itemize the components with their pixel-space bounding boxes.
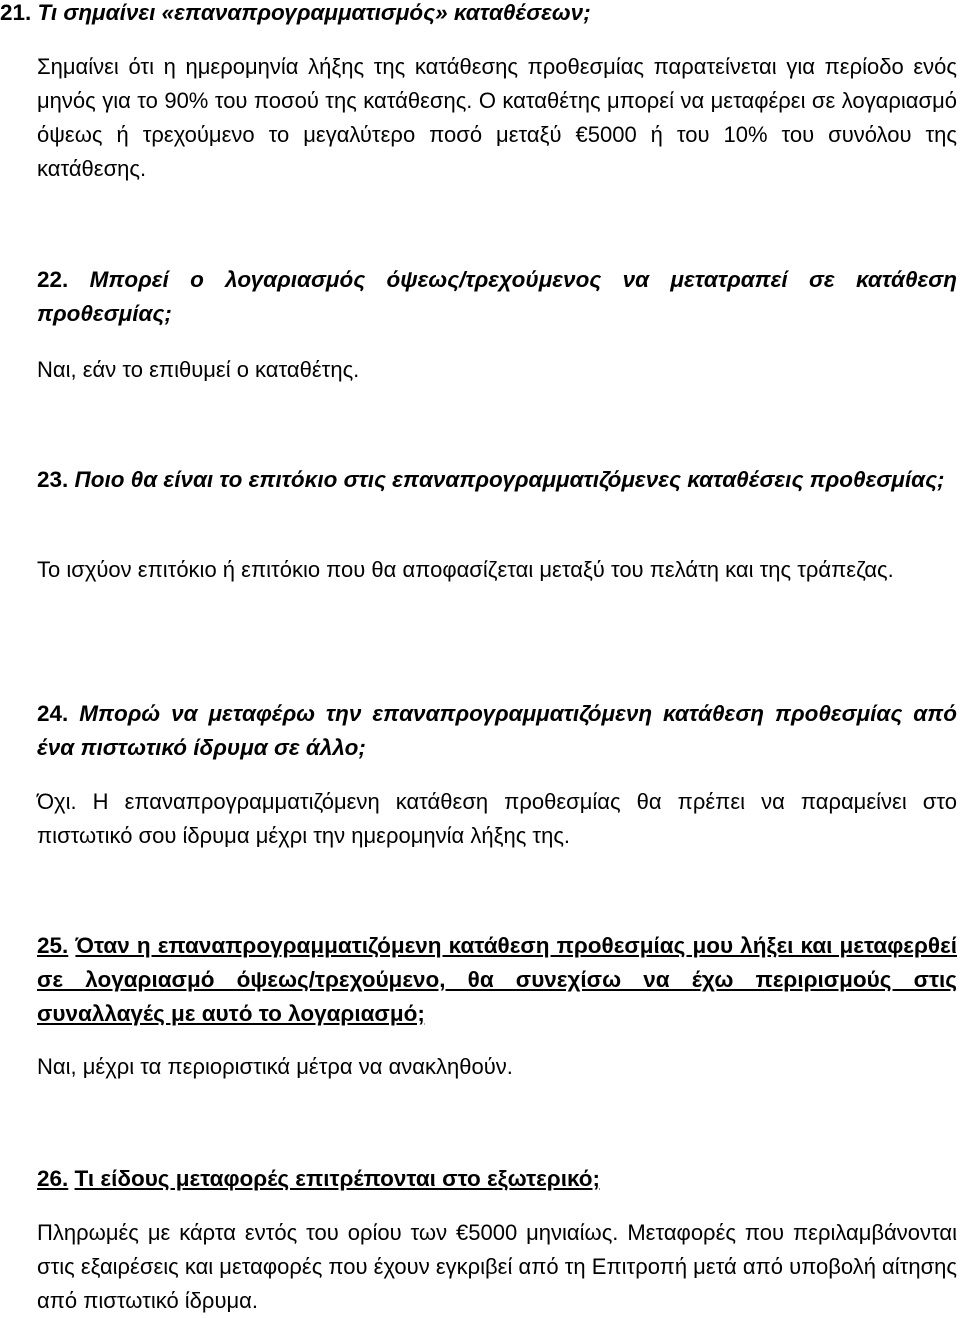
question-text: Μπορώ να μεταφέρω την επαναπρογραμματιζόμενη κατάθεση προθεσμίας από ένα πιστωτικό ίδρυμα σε άλλο; bbox=[37, 701, 957, 760]
faq-question-23 bbox=[37, 463, 957, 497]
faq-question-25 bbox=[37, 929, 957, 1031]
faq-answer-26: Πληρωμές με κάρτα εντός του ορίου των €5000 μηνιαίως. Μεταφορές που περιλαμβάνονται στις εξαιρέσεις και μεταφορές που έχουν εγκριβεί από τη Επιτροπή μετά από υποβολή αίτησης από πιστωτικό ίδρυμα. bbox=[37, 1220, 958, 1313]
faq-answer-25: Ναι, μέχρι τα περιοριστικά μέτρα να ανακληθούν. bbox=[37, 1054, 513, 1079]
question-number: 23. bbox=[37, 467, 69, 492]
question-number: 21. bbox=[0, 0, 32, 25]
question-text: Τι είδους μεταφορές επιτρέπονται στο εξωτερικό; bbox=[74, 1166, 600, 1191]
faq-answer-24: Όχι. Η επαναπρογραμματιζόμενη κατάθεση προθεσμίας θα πρέπει να παραμείνει στο πιστωτικό σου ίδρυμα μέχρι την ημερομηνία λήξης της. bbox=[37, 789, 957, 848]
question-number: 22. bbox=[37, 267, 69, 292]
faq-question-22 bbox=[37, 263, 957, 331]
question-text: Ποιο θα είναι το επιτόκιο στις επαναπρογραμματιζόμενες καταθέσεις προθεσμίας; bbox=[74, 467, 945, 492]
question-number: 24. bbox=[37, 701, 69, 726]
question-number: 26. bbox=[37, 1166, 69, 1191]
faq-answer-21: Σημαίνει ότι η ημερομηνία λήξης της κατάθεσης προθεσμίας παρατείνεται για περίοδο ενός μηνός για το 90% του ποσού της κατάθεσης. Ο καταθέτης μπορεί να μεταφέρει σε λογαριασμό όψεως ή τρεχούμενο το μεγαλύτερο ποσό μεταξύ €5000 ή του 10% του συνόλου της κατάθεσης. bbox=[37, 54, 957, 181]
question-text: Μπορεί ο λογαριασμός όψεως/τρεχούμενος να μετατραπεί σε κατάθεση προθεσμίας; bbox=[37, 267, 957, 326]
faq-answer-23: Το ισχύον επιτόκιο ή επιτόκιο που θα αποφασίζεται μεταξύ του πελάτη και της τράπεζας. bbox=[37, 557, 894, 582]
question-text: Τι σημαίνει «επαναπρογραμματισμός» καταθέσεων; bbox=[37, 0, 591, 25]
faq-answer-22: Ναι, εάν το επιθυμεί ο καταθέτης. bbox=[37, 357, 360, 382]
faq-question-26 bbox=[37, 1162, 957, 1196]
question-number: 25. bbox=[37, 933, 69, 958]
question-text: Όταν η επαναπρογραμματιζόμενη κατάθεση προθεσμίας μου λήξει και μεταφερθεί σε λογαριασμό όψεως/τρεχούμενο, θα συνεχίσω να έχω περιρισμούς στις συναλλαγές με αυτό το λογαριασμό; bbox=[37, 933, 957, 1026]
faq-question-21 bbox=[0, 0, 957, 30]
faq-question-24 bbox=[37, 697, 957, 765]
